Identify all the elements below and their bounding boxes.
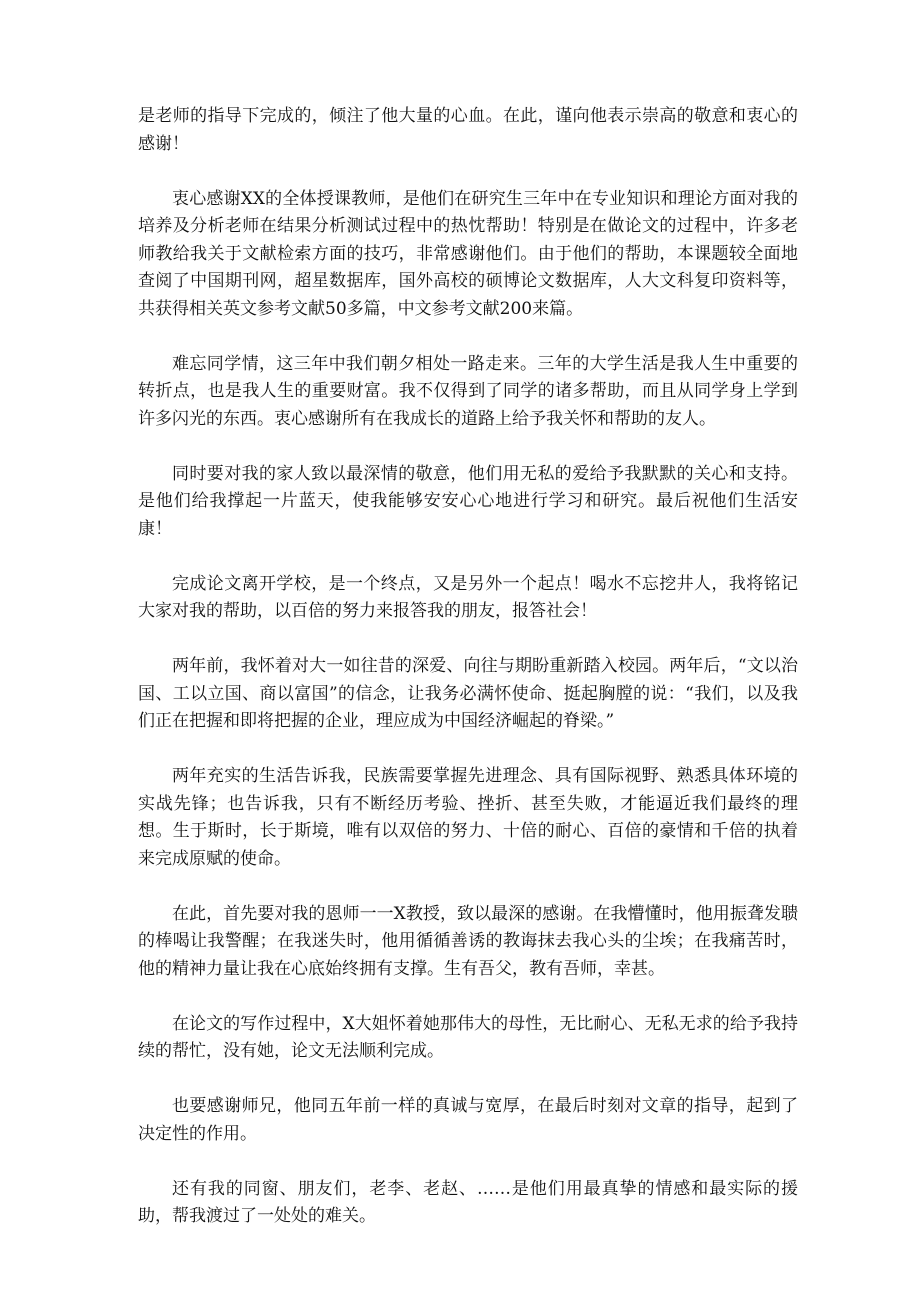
paragraph-two-years-ago: 两年前，我怀着对大一如往昔的深爱、向往与期盼重新踏入校园。两年后，“文以治国、工以立国、商以富国”的信念，让我务必满怀使命、挺起胸膛的说：“我们，以及我们正在把握和即将把握的企业，理应成为中国经济崛起的脊梁。”: [138, 656, 798, 731]
paragraph-senior-thanks: 也要感谢师兄，他同五年前一样的真诚与宽厚，在最后时刻对文章的指导，起到了决定性的作用。: [138, 1096, 798, 1144]
paragraph-continuation: 是老师的指导下完成的，倾注了他大量的心血。在此，谨向他表示崇高的敬意和衷心的感谢！: [138, 106, 798, 154]
paragraph-mentor-thanks: 在此，首先要对我的恩师一一X教授，致以最深的感谢。在我懵懂时，他用振聋发聩的棒喝让我警醒；在我迷失时，他用循循善诱的教诲抹去我心头的尘埃；在我痛苦时，他的精神力量让我在心底始终拥有支撑。生有吾父，教有吾师，幸甚。: [138, 903, 798, 979]
paragraph-teachers-thanks: 衷心感谢XX的全体授课教师，是他们在研究生三年中在专业知识和理论方面对我的培养及分析老师在结果分析测试过程中的热忱帮助！特别是在做论文的过程中，许多老师教给我关于文献检索方面的技巧，非常感谢他们。由于他们的帮助，本课题较全面地查阅了中国期刊网，超星数据库，国外高校的硕博论文数据库，人大文科复印资料等，共获得相关英文参考文献50多篇，中文参考文献200来篇。: [138, 188, 798, 319]
paragraph-sister-thanks: 在论文的写作过程中，X大姐怀着她那伟大的母性，无比耐心、无私无求的给予我持续的帮忙，没有她，论文无法顺利完成。: [138, 1013, 798, 1061]
paragraph-friends-thanks: 还有我的同窗、朋友们，老李、老赵、……是他们用最真挚的情感和最实际的援助，帮我渡过了一处处的难关。: [138, 1178, 798, 1226]
document-page: [138, 103, 798, 1258]
paragraph-classmates-thanks: 难忘同学情，这三年中我们朝夕相处一路走来。三年的大学生活是我人生中重要的转折点，也是我人生的重要财富。我不仅得到了同学的诸多帮助，而且从同学身上学到许多闪光的东西。衷心感谢所有在我成长的道路上给予我关怀和帮助的友人。: [138, 353, 798, 429]
paragraph-two-years-life: 两年充实的生活告诉我，民族需要掌握先进理念、具有国际视野、熟悉具体环境的实战先锋；也告诉我，只有不断经历考验、挫折、甚至失败，才能逼近我们最终的理想。生于斯时，长于斯境，唯有以双倍的努力、十倍的耐心、百倍的豪情和千倍的执着来完成原赋的使命。: [138, 766, 798, 869]
paragraph-leaving-school: 完成论文离开学校，是一个终点，又是另外一个起点！喝水不忘挖井人，我将铭记大家对我的帮助，以百倍的努力来报答我的朋友，报答社会！: [138, 573, 798, 621]
paragraph-family-thanks: 同时要对我的家人致以最深情的敬意，他们用无私的爱给予我默默的关心和支持。是他们给我撑起一片蓝天，使我能够安安心心地进行学习和研究。最后祝他们生活安康！: [138, 463, 798, 539]
